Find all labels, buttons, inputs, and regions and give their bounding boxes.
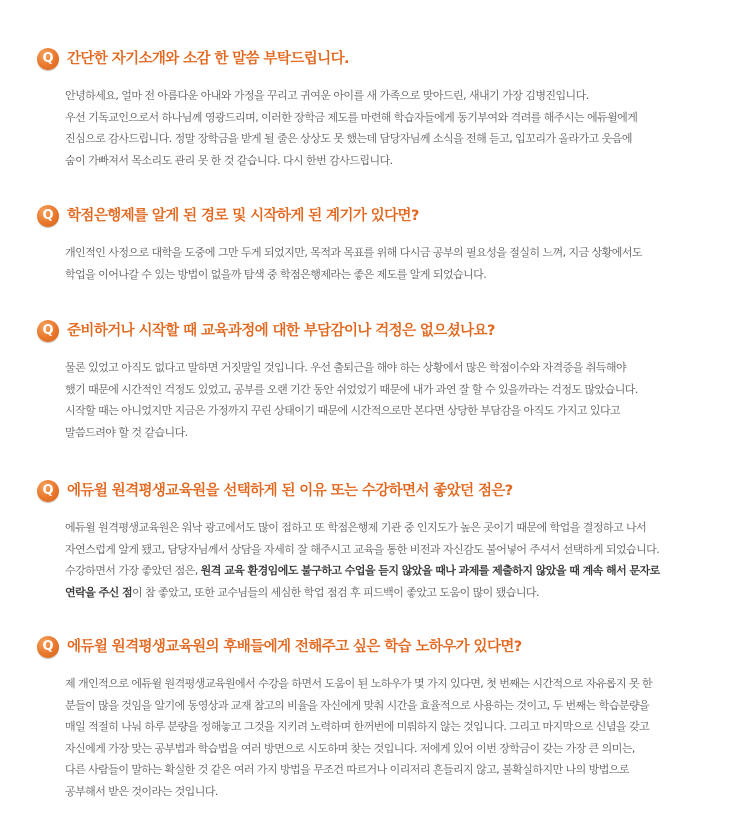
answer-line: 학업을 이어나갈 수 있는 방법이 없을까 탐색 중 학점은행제라는 좋은 제도를 알게 되었습니다. [65,267,487,281]
answer-line: 숨이 가빠져서 목소리도 관리 못 한 것 같습니다. 다시 한번 감사드립니다. [65,153,393,167]
answer-text [65,517,726,603]
answer-line [65,560,726,582]
qa-section-introduction [37,48,726,171]
answer-text [65,673,726,802]
answer-line: 자신에게 가장 맞는 공부법과 학습법을 여러 방면으로 시도하며 찾는 것입니다. 저에게 있어 이번 장학금이 갖는 가장 큰 의미는, [65,741,635,755]
answer-line [65,582,726,604]
answer-line: 공부해서 받은 것이라는 것입니다. [65,784,218,798]
answer-line: 우선 기독교인으로서 하나님께 영광드리며, 이러한 장학금 제도를 마련해 학습자들에게 동기부여와 격려를 해주시는 에듀윌에게 [65,110,638,124]
question-row [37,320,726,342]
answer-line-text: 이 참 좋았고, 또한 교수님들의 세심한 학업 점검 후 피드백이 좋았고 도움이 많이 됐습니다. [132,585,539,599]
answer-line: 분들이 많을 것임을 알기에 동영상과 교재 참고의 비율을 자신에게 맞춰 시간을 효율적으로 사용하는 것이고, 두 번째는 학습분량을 [65,698,650,712]
answer-text [65,242,726,285]
qa-section-choice [37,480,726,603]
answer-highlight: 원격 교육 환경임에도 불구하고 수업을 듣지 않았을 때나 과제를 제출하지 않았을 때 계속 해서 문자로 [200,564,660,577]
answer-line: 자연스럽게 알게 됐고, 담당자님께서 상담을 자세히 잘 해주시고 교육을 통한 비전과 자신감도 불어넣어 주셔서 선택하게 되었습니다. [65,542,660,556]
question-title: 간단한 자기소개와 소감 한 말씀 부탁드립니다. [67,51,349,67]
answer-line: 진심으로 감사드립니다. 정말 장학금을 받게 될 줄은 상상도 못 했는데 담당자님께 소식을 전해 듣고, 입꼬리가 올라가고 웃음에 [65,132,632,145]
answer-line: 시작할 때는 아니었지만 지금은 가정까지 꾸린 상태이기 때문에 시간적으로만 본다면 상당한 부담감을 아직도 가지고 있다고 [65,404,621,417]
answer-text [65,85,726,171]
answer-line: 말씀드려야 할 것 같습니다. [65,425,188,439]
answer-highlight: 연락을 주신 점 [65,585,133,599]
answer-line: 제 개인적으로 에듀윌 원격평생교육원에서 수강을 하면서 도움이 된 노하우가 몇 가지 있다면, 첫 번째는 시간적으로 자유롭지 못 한 [65,677,653,690]
question-badge-icon: Q [37,320,59,342]
answer-line: 다른 사람들이 말하는 확실한 것 같은 여러 가지 방법을 무조건 따르거나 이리저리 흔들리지 않고, 불확실하지만 나의 방법으로 [65,763,629,776]
question-badge-icon: Q [37,480,59,502]
question-row [37,636,726,658]
answer-line: 했기 때문에 시간적인 걱정도 있었고, 공부를 오랜 기간 동안 쉬었었기 때문에 내가 과연 잘 할 수 있을까라는 걱정도 많았습니다. [65,382,638,396]
question-badge-icon: Q [37,205,59,227]
question-badge-icon: Q [37,48,59,70]
question-row [37,480,726,502]
question-title: 에듀윌 원격평생교육원의 후배들에게 전해주고 싶은 학습 노하우가 있다면? [67,639,522,655]
question-row [37,48,726,70]
qa-section-motivation [37,205,726,285]
question-title: 학점은행제를 알게 된 경로 및 시작하게 된 계기가 있다면? [67,208,419,224]
question-title: 준비하거나 시작할 때 교육과정에 대한 부담감이나 걱정은 없으셨나요? [67,323,495,339]
answer-text [65,357,726,443]
qa-section-know-how [37,636,726,802]
answer-line: 개인적인 사정으로 대학을 도중에 그만 두게 되었지만, 목적과 목표를 위해 다시금 공부의 필요성을 절실히 느껴, 지금 상황에서도 [65,246,642,259]
answer-line: 물론 있었고 아직도 없다고 말하면 거짓말일 것입니다. 우선 출퇴근을 해야 하는 상황에서 많은 학점이수와 자격증을 취득해야 [65,361,627,374]
question-title: 에듀윌 원격평생교육원을 선택하게 된 이유 또는 수강하면서 좋았던 점은? [67,483,513,499]
question-row [37,205,726,227]
question-badge-icon: Q [37,636,59,658]
answer-line: 안녕하세요, 얼마 전 아름다운 아내와 가정을 꾸리고 귀여운 아이를 새 가족으로 맞아드린, 새내기 가장 김병진입니다. [65,89,589,102]
answer-line-text: 수강하면서 가장 좋았던 점은, [65,564,201,577]
answer-line: 에듀윌 원격평생교육원은 워낙 광고에서도 많이 접하고 또 학점은행제 기관 중 인지도가 높은 곳이기 때문에 학업을 결정하고 나서 [65,521,647,534]
qa-section-concerns [37,320,726,443]
answer-line: 매일 적절히 나눠 하루 분량을 정해놓고 그것을 지키려 노력하며 한꺼번에 미뤄하지 않는 것입니다. 그리고 마지막으로 신념을 갖고 [65,720,650,733]
